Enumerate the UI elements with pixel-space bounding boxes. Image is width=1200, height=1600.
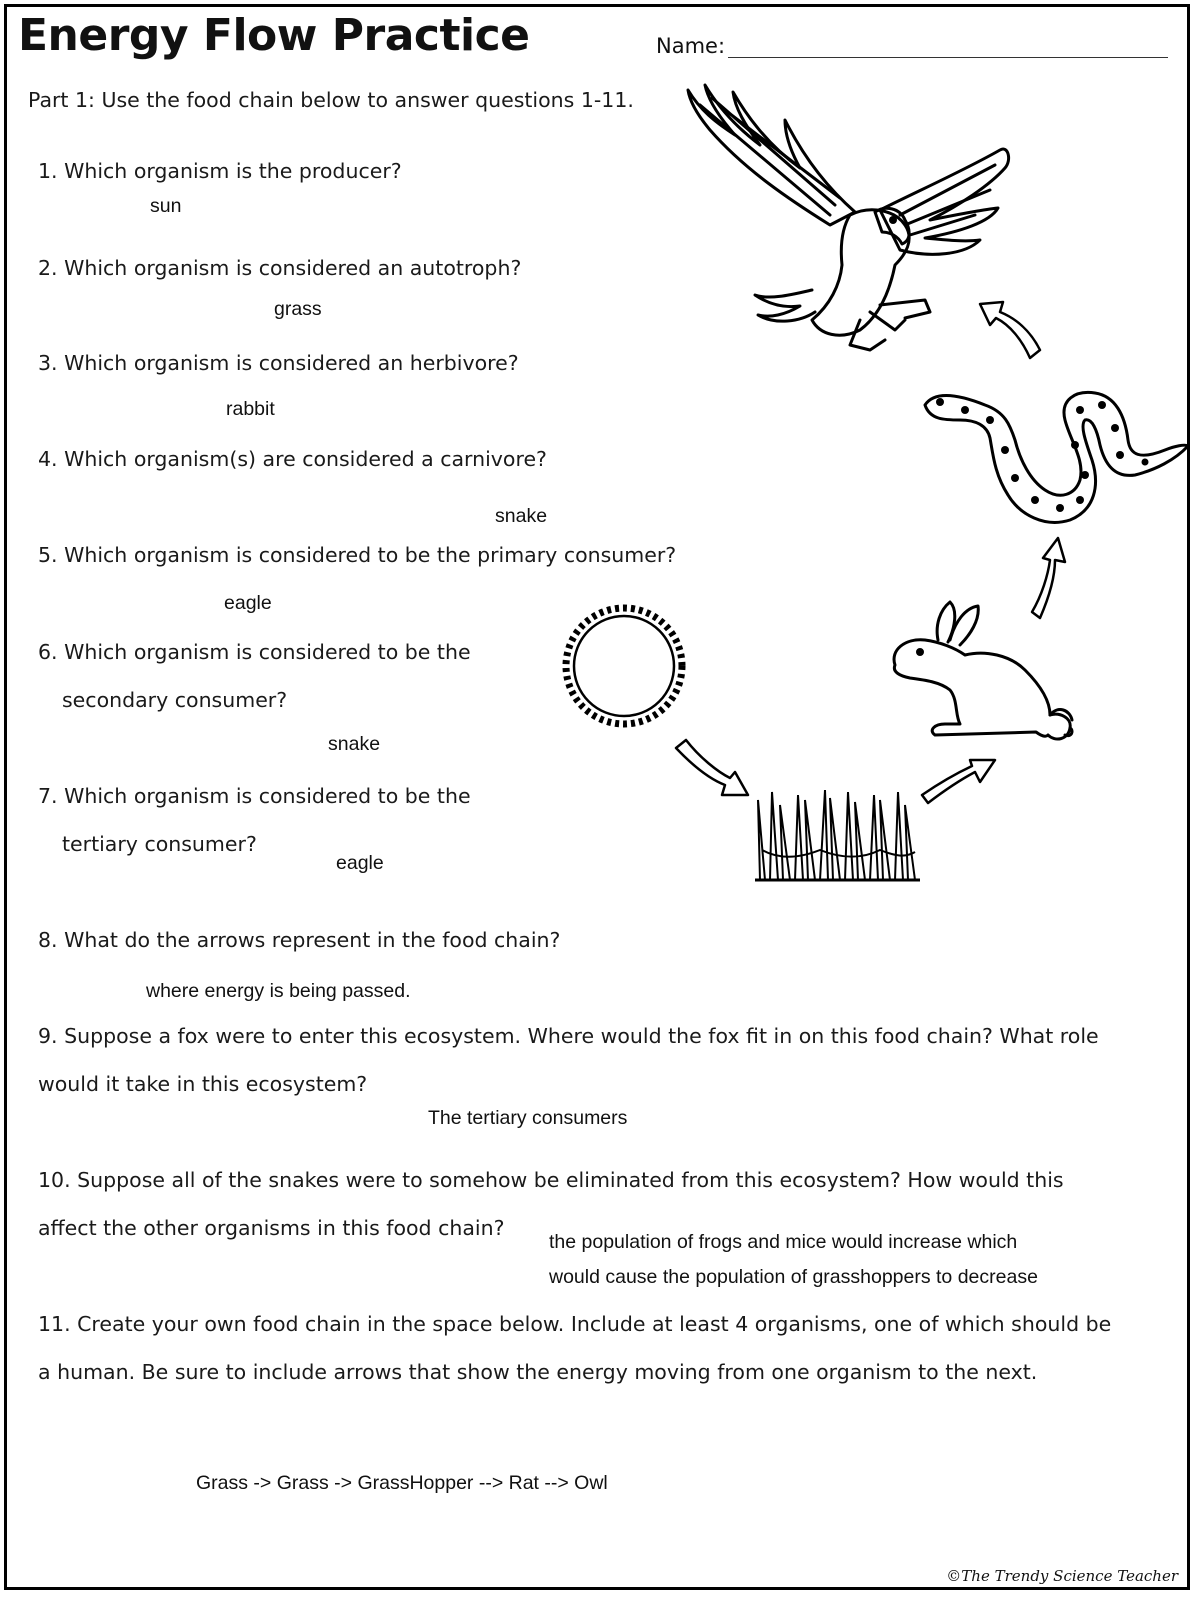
answer-11: Grass -> Grass -> GrassHopper --> Rat --> Owl — [196, 1472, 608, 1494]
answer-2: grass — [274, 298, 322, 320]
answer-9: The tertiary consumers — [428, 1107, 628, 1129]
question-9-line2: would it take in this ecosystem? — [38, 1072, 368, 1096]
credit-text: ©The Trendy Science Teacher — [946, 1567, 1178, 1585]
question-7: 7. Which organism is considered to be the — [38, 784, 471, 808]
question-5: 5. Which organism is considered to be the primary consumer? — [38, 543, 677, 567]
question-10: 10. Suppose all of the snakes were to somehow be eliminated from this ecosystem? How would this — [38, 1168, 1064, 1192]
question-11-line2: a human. Be sure to include arrows that show the energy moving from one organism to the next. — [38, 1360, 1038, 1384]
answer-3: rabbit — [226, 398, 275, 420]
question-11: 11. Create your own food chain in the space below. Include at least 4 organisms, one of which should be — [38, 1312, 1112, 1336]
answer-10-line2: would cause the population of grasshoppers to decrease — [549, 1266, 1038, 1288]
question-1: 1. Which organism is the producer? — [38, 159, 402, 183]
page-title: Energy Flow Practice — [18, 10, 530, 61]
question-9: 9. Suppose a fox were to enter this ecosystem. Where would the fox fit in on this food chain? What role — [38, 1024, 1099, 1048]
part1-instruction: Part 1: Use the food chain below to answer questions 1-11. — [28, 88, 634, 112]
name-label: Name: — [656, 34, 726, 58]
answer-1: sun — [150, 195, 182, 217]
answer-4: snake — [495, 505, 548, 527]
answer-7: eagle — [336, 852, 384, 874]
question-4: 4. Which organism(s) are considered a carnivore? — [38, 447, 547, 471]
question-8: 8. What do the arrows represent in the food chain? — [38, 928, 561, 952]
name-input-line[interactable] — [728, 57, 1168, 58]
question-6: 6. Which organism is considered to be the — [38, 640, 471, 664]
answer-5: eagle — [224, 592, 272, 614]
answer-6: snake — [328, 733, 381, 755]
question-2: 2. Which organism is considered an autotroph? — [38, 256, 522, 280]
answer-10-line1: the population of frogs and mice would increase which — [549, 1231, 1018, 1253]
question-10-line2: affect the other organisms in this food chain? — [38, 1216, 505, 1240]
question-6-line2: secondary consumer? — [62, 688, 288, 712]
question-7-line2: tertiary consumer? — [62, 832, 257, 856]
question-3: 3. Which organism is considered an herbivore? — [38, 351, 519, 375]
answer-8: where energy is being passed. — [146, 980, 411, 1002]
